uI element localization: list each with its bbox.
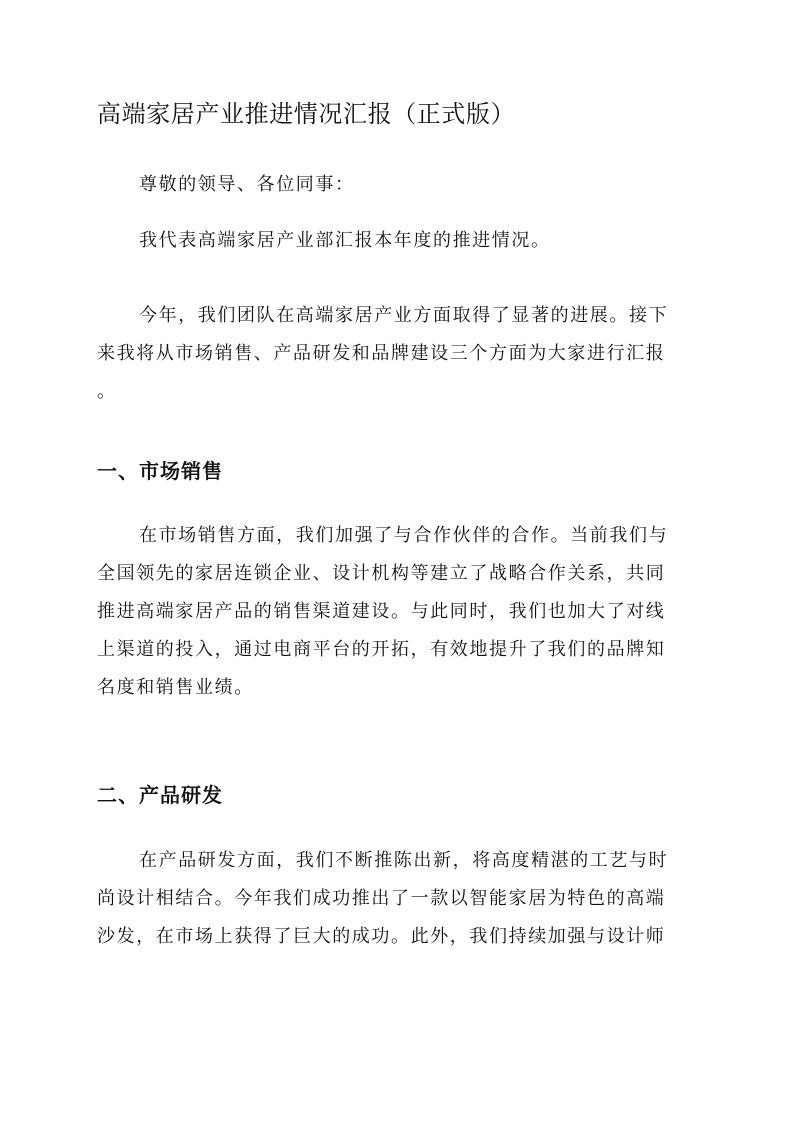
opening-paragraph: 我代表高端家居产业部汇报本年度的推进情况。 xyxy=(139,230,551,251)
intro-paragraph xyxy=(97,297,703,411)
paragraph-line: 今年，我们团队在高端家居产业方面取得了显著的进展。接下 xyxy=(139,305,669,326)
paragraph-line: 沙发，在市场上获得了巨大的成功。此外，我们持续加强与设计师 xyxy=(97,926,666,947)
section-heading-market-sales: 一、市场销售 xyxy=(97,459,223,483)
product-rd-paragraph xyxy=(97,842,703,956)
paragraph-line: 推进高端家居产品的销售渠道建设。与此同时，我们也加大了对线 xyxy=(97,601,666,622)
document-title: 高端家居产业推进情况汇报（正式版） xyxy=(97,100,516,128)
greeting: 尊敬的领导、各位同事： xyxy=(139,174,355,195)
paragraph-line: 。 xyxy=(97,381,117,402)
paragraph-line: 名度和销售业绩。 xyxy=(97,677,254,698)
paragraph-line: 上渠道的投入，通过电商平台的开拓，有效地提升了我们的品牌知 xyxy=(97,639,666,660)
paragraph-line: 来我将从市场销售、产品研发和品牌建设三个方面为大家进行汇报 xyxy=(97,343,666,364)
paragraph-line: 在市场销售方面，我们加强了与合作伙伴的合作。当前我们与 xyxy=(139,525,669,546)
section-heading-product-rd: 二、产品研发 xyxy=(97,783,223,807)
paragraph-line: 尚设计相结合。今年我们成功推出了一款以智能家居为特色的高端 xyxy=(97,888,666,909)
paragraph-line: 在产品研发方面，我们不断推陈出新，将高度精湛的工艺与时 xyxy=(139,850,669,871)
market-sales-paragraph xyxy=(97,517,703,707)
paragraph-line: 全国领先的家居连锁企业、设计机构等建立了战略合作关系，共同 xyxy=(97,563,666,584)
